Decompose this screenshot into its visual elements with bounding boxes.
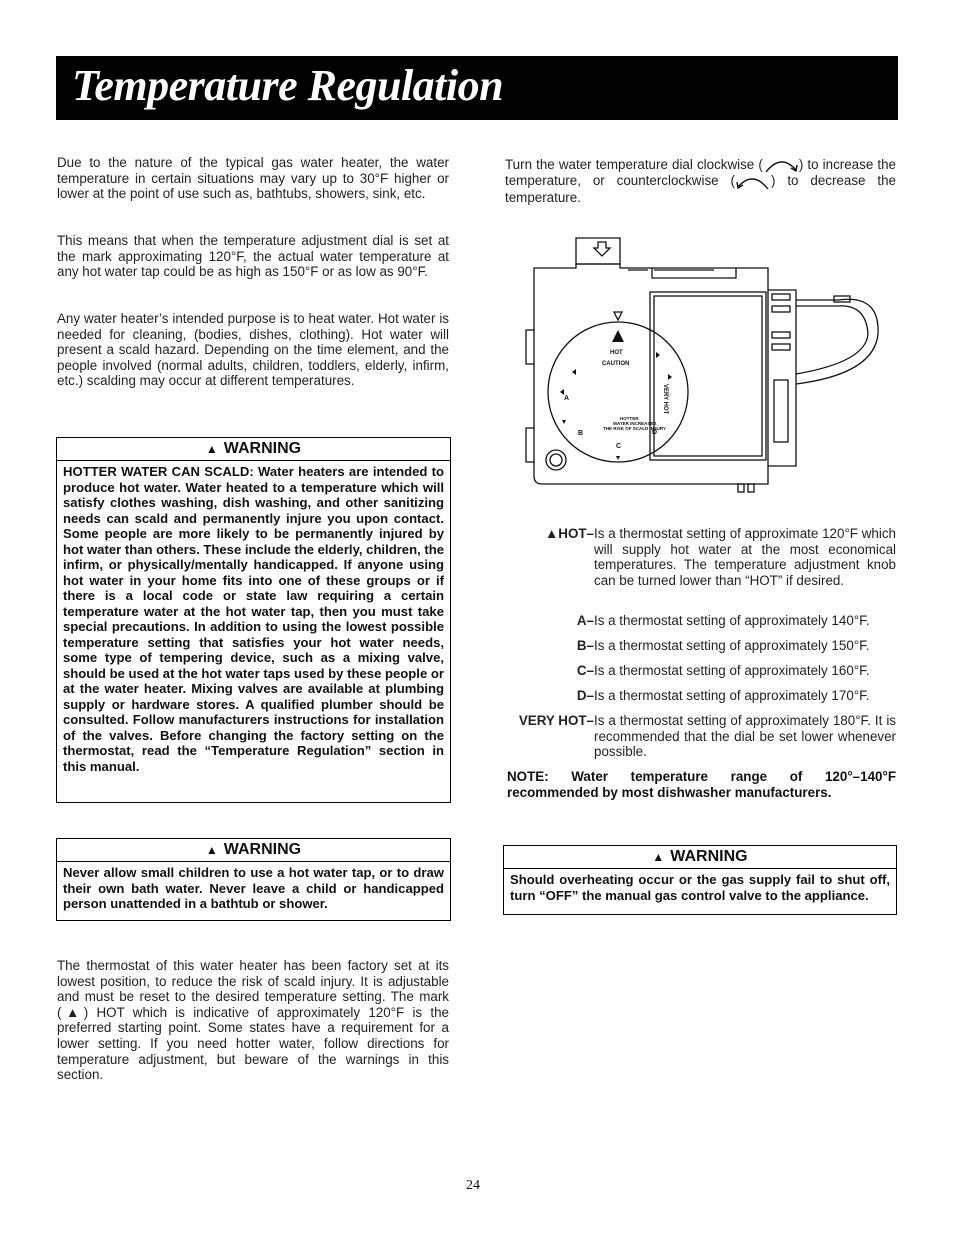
- setting-hot: ▲HOT– Is a thermostat setting of approximate 120°F which will supply hot water at the most economical temperatures. The temperature adjustment knob can be turned lower than “HOT” if desired.: [545, 526, 896, 588]
- warning-triangle-icon: ▲: [205, 843, 218, 857]
- dial-inner-text-2: WATER INCREASES: [613, 421, 657, 426]
- setting-d: D– Is a thermostat setting of approximately 170°F.: [576, 688, 870, 703]
- intro-paragraph-3: Any water heater’s intended purpose is to heat water. Hot water is needed for cleaning, (bodies, dishes, clothing). Hot water will present a scald hazard. Depending on the time element, and the people involved (normal adults, children, toddlers, elderly, infirm, etc.) scalding may occur at different temperatures.: [57, 311, 449, 389]
- setting-c: C– Is a thermostat setting of approximately 160°F.: [576, 663, 870, 678]
- counterclockwise-arrow-icon: [735, 174, 771, 190]
- warning-text: Never allow small children to use a hot water tap, or to draw their own bath water. Never leave a child or handicapped person unattended in a bathtub or shower.: [63, 865, 444, 911]
- dial-instruction: Turn the water temperature dial clockwise ( ) to increase the temperature, or counterclockwise ( ) to decrease the temperature.: [505, 157, 896, 205]
- warning-heading: ▲ WARNING: [57, 438, 450, 461]
- setting-term: A–: [576, 613, 594, 628]
- setting-term: VERY HOT–: [518, 713, 594, 728]
- dial-label-caution: CAUTION: [602, 361, 630, 367]
- setting-term: B–: [576, 638, 594, 653]
- dial-inner-text-3: THE RISK OF SCALD INJURY: [603, 426, 666, 431]
- setting-term: ▲HOT–: [545, 526, 594, 541]
- warning-triangle-icon: ▲: [205, 442, 218, 456]
- down-arrow-icon: [594, 242, 610, 256]
- intro-paragraph-2: This means that when the temperature adjustment dial is set at the mark approximating 120°F, the actual water temperature at any hot water tap could be as high as 150°F or as low as 90°F.: [57, 233, 449, 280]
- setting-a: A– Is a thermostat setting of approximately 140°F.: [576, 613, 870, 628]
- dial-label-b: B: [578, 430, 584, 437]
- children-warning-box: [56, 838, 451, 921]
- dial-label-very-hot: VERY HOT: [662, 384, 668, 415]
- setting-b: B– Is a thermostat setting of approximately 150°F.: [576, 638, 870, 653]
- setting-term: C–: [576, 663, 594, 678]
- dial-label-d: D: [652, 429, 658, 436]
- warning-heading: ▲ WARNING: [504, 846, 896, 869]
- dial-label-a: A: [564, 395, 570, 402]
- warning-heading: ▲ WARNING: [57, 839, 450, 862]
- warning-text: Should overheating occur or the gas supply fail to shut off, turn “OFF” the manual gas control valve to the appliance.: [510, 872, 890, 903]
- intro-paragraph-1: Due to the nature of the typical gas water heater, the water temperature in certain situations may vary up to 30°F higher or lower at the point of use such as, bathtubs, showers, sink, etc.: [57, 155, 449, 202]
- dial-inner-text-1: HOTTER: [620, 416, 639, 421]
- thermostat-paragraph: The thermostat of this water heater has been factory set at its lowest position, to reduce the risk of scald injury. It is adjustable and must be reset to the desired temperature setting. The mark (▲) HOT which is indicative of approximately 120°F is the preferred starting point. Some states have a requirement for a lower setting. If you need hotter water, follow directions for temperature adjustment, but beware of the warnings in this section.: [57, 958, 449, 1083]
- warning-triangle-icon: ▲: [652, 850, 665, 864]
- overheating-warning-box: [503, 845, 897, 915]
- page-number: 24: [466, 1178, 480, 1193]
- title-bar: [56, 56, 898, 120]
- thermostat-diagram: [518, 234, 888, 496]
- scald-warning-box: [56, 437, 451, 803]
- clockwise-arrow-icon: [763, 157, 799, 173]
- dial-label-hot: HOT: [610, 350, 623, 356]
- setting-very-hot: VERY HOT– Is a thermostat setting of approximately 180°F. It is recommended that the dial be set lower whenever possible.: [518, 713, 896, 760]
- warning-text: HOTTER WATER CAN SCALD: Water heaters are intended to produce hot water. Water heated to a temperature which will satisfy clothes washing, dish washing, and other sanitizing needs can scald and permanently injure you upon contact. Some people are more likely to be permanently injured by hot water than others. These include the elderly, children, the infirm, or physically/mentally handicapped. If anyone using hot water in your home fits into one of these groups or if there is a local code or state law requiring a certain temperature water at the hot water tap, then you must take special precautions. In addition to using the lowest possible temperature setting that satisfies your hot water needs, some type of tempering device, such as a mixing valve, should be used at the hot water taps used by these people or at the water heater. Mixing valves are available at plumbing supply or hardware stores. A qualified plumber should be consulted. Follow manufacturers instructions for installation of the valves. Before changing the factory setting on the thermostat, read the “Temperature Regulation” section in this manual.: [63, 464, 445, 774]
- setting-term: D–: [576, 688, 594, 703]
- dial-label-c: C: [616, 443, 622, 450]
- page-title: Temperature Regulation: [72, 61, 504, 110]
- dishwasher-note: NOTE: Water temperature range of 120°–140°F recommended by most dishwasher manufacturers.: [507, 769, 896, 800]
